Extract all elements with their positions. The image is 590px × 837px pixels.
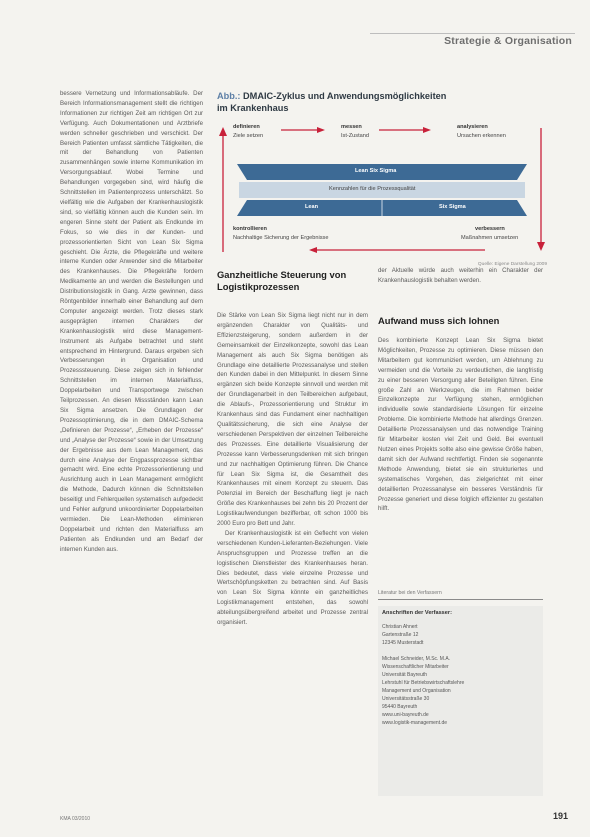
author-info-box (378, 606, 543, 796)
info-line: 95440 Bayreuth (382, 704, 418, 710)
header-rule (370, 33, 575, 34)
page-number: 191 (552, 811, 568, 821)
step-improve-desc: Maßnahmen umsetzen (461, 235, 519, 241)
arrow-right-head (537, 242, 545, 251)
band-lean-label: Lean (305, 204, 319, 210)
paragraph: der Aktuelle würde auch weiterhin ein Charakter der Krankenhauslogistik behalten werden. (378, 267, 543, 284)
info-line: Lehrstuhl für Betriebswirtschaftslehre (382, 680, 465, 686)
step-improve: verbessern (475, 226, 505, 232)
band-six-sigma-label: Six Sigma (439, 204, 466, 210)
text-column-right-top (378, 266, 543, 314)
text-column-right (378, 336, 543, 586)
info-line: Wissenschaftlicher Mitarbeiter (382, 664, 449, 670)
dmaic-diagram (217, 120, 547, 262)
band-center-label: Lean Six Sigma (355, 168, 397, 174)
info-line: www.logistik-management.de (382, 720, 448, 726)
literature-note: Literatur bei den Verfassern (378, 590, 442, 596)
step-control: kontrollieren (233, 226, 267, 232)
info-line: Management und Organisation (382, 688, 451, 694)
info-line: Universität Bayreuth (382, 672, 428, 678)
figure-title (217, 90, 547, 114)
step-define-desc: Ziele setzen (233, 133, 264, 139)
step-control-desc: Nachhaltige Sicherung der Ergebnisse (233, 235, 329, 241)
heading-ganzheitliche-steuerung: Ganzheitliche Steuerung von Logistikprozessen (217, 269, 347, 292)
step-measure: messen (341, 124, 362, 130)
step-analyze-desc: Ursachen erkennen (457, 133, 506, 139)
step-define: definieren (233, 124, 260, 130)
note-rule (378, 599, 543, 600)
arrow-left-head (219, 127, 227, 136)
arrow-bottom-head (309, 247, 317, 253)
paragraph: bessere Vernetzung und Informationsabläufe. Der Bereich Informationsmanagement stellt die richtigen Informationen zur richtigen Zeit am richtigen Ort zur Verfügung. Auch Dokumentationen und Arztbriefe werden schneller geschrieben und verschickt. Der Bereich Patienten umfasst sämtliche Tätigkeiten, die mit der Behandlung von Patienten zusammenhängen sowie interne Kommunikation im Versorgungsablauf. Wobei Termine und Behandlungen vorgegeben sind, wird häufig die Schnittstellen im Patientenprozess unterschätzt. So vielfältig wie die Aufgaben der Krankenhauslogistik sind, so vielfältig können auch die Kunden sein. Im engeren Sinne steht der Patient als Endkunde im Fokus, so wie dies in der Kunden- und prozessorientierten Sicht von Lean Six Sigma geschieht. Die Ärzte, die Pflegekräfte und weitere interne Kunden oder Anwender sind die Mitarbeiter des Krankenhauses. Die Pflegekräfte fordern Medikamente an und werden die Bestellungen und Distributionslogistik in Gang. Arzte gewinnen, dass Röntgenbilder innerhalb einer Behandlung auf dem Computer angezeigt werden. Trotz dieses stark ausgeprägten internen Charakters der Krankenhauslogistik wird diese Management-Instrument als Aufgabe betrachtet und steht entsprechend im Hintergrund. Daraus ergeben sich Verbesserungen in Organisation und Prozesssteuerung. Diese zeigen sich in fehlender Schnittstellen im internen Materialfluss, Doppelarbeiten und Transportwege zwischen Teilprozessen. An diesen Missständen kann Lean Six Sigma ansetzen. Die Grundlagen der Prozessoptimierung, die in dem DMAIC-Schema „Definieren der Prozesse“, „Erheben der Prozesse“ und „Analyse der Prozesse“ sowie in der Umsetzung der Ergebnisse aus dem Lean Management, das durch eine Analyse der Engpassprozesse sichtbar gemacht wird. Eine echte Prozessorientierung und Ausrichtung auch in Lean Management ermöglicht die Methode, Dadurch können die Schnittstellen beseitigt und Fehlerquellen systematisch aufgedeckt und Fehler aufgrund unkoordinierter Doppelarbeiten vermieden. Die Lean-Methoden eliminieren Doppelarbeit und richten den Materialfluss am Patienten als Endkunden und am Bedarf der internen Kunden aus. (60, 90, 203, 553)
figure-prefix: Abb.: (217, 91, 241, 101)
figure-source: Quelle: Eigene Darstellung 2009 (477, 262, 547, 267)
info-line: Universitätsstraße 30 (382, 696, 430, 702)
info-line: www.uni-bayreuth.de (382, 712, 429, 718)
paragraph: Des kombinierte Konzept Lean Six Sigma bietet Möglichkeiten, Prozesse zu optimieren. Diese müssen den Mitarbeitern gut kommuniziert werden, um Ablehnung zu vermeiden und die Vorteile zu verdeutlichen, die langfristig zu einer besseren Versorgung aller Beteiligten führen. Eine große Zahl an Werkzeugen, die im Rahmen beider Einzelkonzepte zur Verfügung stehen, ermöglichen individuelle sowie standardisierte Lösungen für einzelne Probleme. Die kombinierte Methode hat allerdings Grenzen. Detaillierte Prozessanalysen und das notwendige Training für Mitarbeiter kosten viel Zeit und Geld. Bei eventuell Nutzen eines Projekts sollte also eine gewisse Größe haben, damit sich der Aufwand rechtfertigt. Finden sie sogenannte Methode Anwendung, bietet sie ein strukturiertes und systematisches Vorgehen, das zielgerichtet mit einer detaillierten Prozessanalyse ein besseres Verständnis für Prozesse generiert und diese folglich effizienter zu gestalten hilft. (378, 337, 543, 513)
step-analyze: analysieren (457, 124, 488, 130)
info-line: 12345 Musterstadt (382, 640, 424, 646)
text-column-left (60, 89, 203, 801)
section-title: Strategie & Organisation (444, 35, 572, 47)
step-measure-desc: Ist-Zustand (341, 133, 369, 139)
heading-aufwand: Aufwand muss sich lohnen (378, 315, 500, 326)
info-line: Michael Schneider, M.Sc. M.A. (382, 656, 451, 662)
paragraph: Der Krankenhauslogistik ist ein Geflecht von vielen verschiedenen Kunden-Lieferanten-Beziehungen. Viele Anspruchsgruppen und Prozesse treffen an die logistischen Dienstleister des Krankenhauses heran. Dies bedeutet, dass viele einzelne Prozesse und Wertschöpfungsketten zu betrachten sind. Auf Basis von Lean Six Sigma könnte ein ganzheitliches Logistikmanagement entstehen, das sowohl abteilungsübergreifend arbeitet und Prozesse zentral organisiert. (217, 529, 368, 627)
arrow-top-1-head (317, 127, 325, 133)
figure-title-line2: im Krankenhaus (217, 103, 289, 113)
figure-title-line1: DMAIC-Zyklus und Anwendungsmöglichkeiten (243, 91, 447, 101)
info-box-title: Anschriften der Verfasser: (382, 610, 452, 616)
band-middle-label: Kennzahlen für die Prozessqualität (329, 186, 416, 192)
text-column-middle (217, 311, 368, 803)
footer-issue: KMA 03/2010 (60, 816, 91, 822)
info-line: Christian Ahnert (382, 624, 418, 630)
paragraph: Die Stärke von Lean Six Sigma liegt nicht nur in dem ergänzenden Charakter von Qualitäts- und Effizienzsteigerung, sondern außerdem in der Gemeinsamkeit der Einzelkonzepte, sowohl das Lean Management als auch Six Sigma benötigen als Grundlage eine detaillierte Prozessanalyse und stellen den Kunden dabei in den Mittelpunkt. In diesem Sinne ergänzen sich beide Konzepte sinnvoll und werden mit der Grundlagenarbeit in den Teilbereichen aufgebaut, die Ablaufs-, Prozessorientierung und Struktur im Krankenhaus sind das Fundament einer nachhaltigen Qualitätssicherung, die sich eine Analyse der verschiedenen Perspektiven der einzelnen Teilbereiche des Prozesses. Eine detaillierte Visualisierung der Prozesse kann Verbesserungsdenken mit sich bringen und zur nachhaltigen Optimierung führen. Die Chance für Lean Six Sigma ist, die Gesamtheit des Krankenhauses mit einem Konzept zu steuern. Das Potenzial im Bereich der Beschaffung liegt je nach Größe des Krankenhauses bei zehn bis 20 Prozent der Logistikaufwendungen bezifferbar, oft schon 1000 bis 2000 Euro pro Bett und Jahr. (217, 312, 368, 528)
arrow-top-2-head (423, 127, 431, 133)
info-line: Gartenstraße 12 (382, 632, 419, 638)
